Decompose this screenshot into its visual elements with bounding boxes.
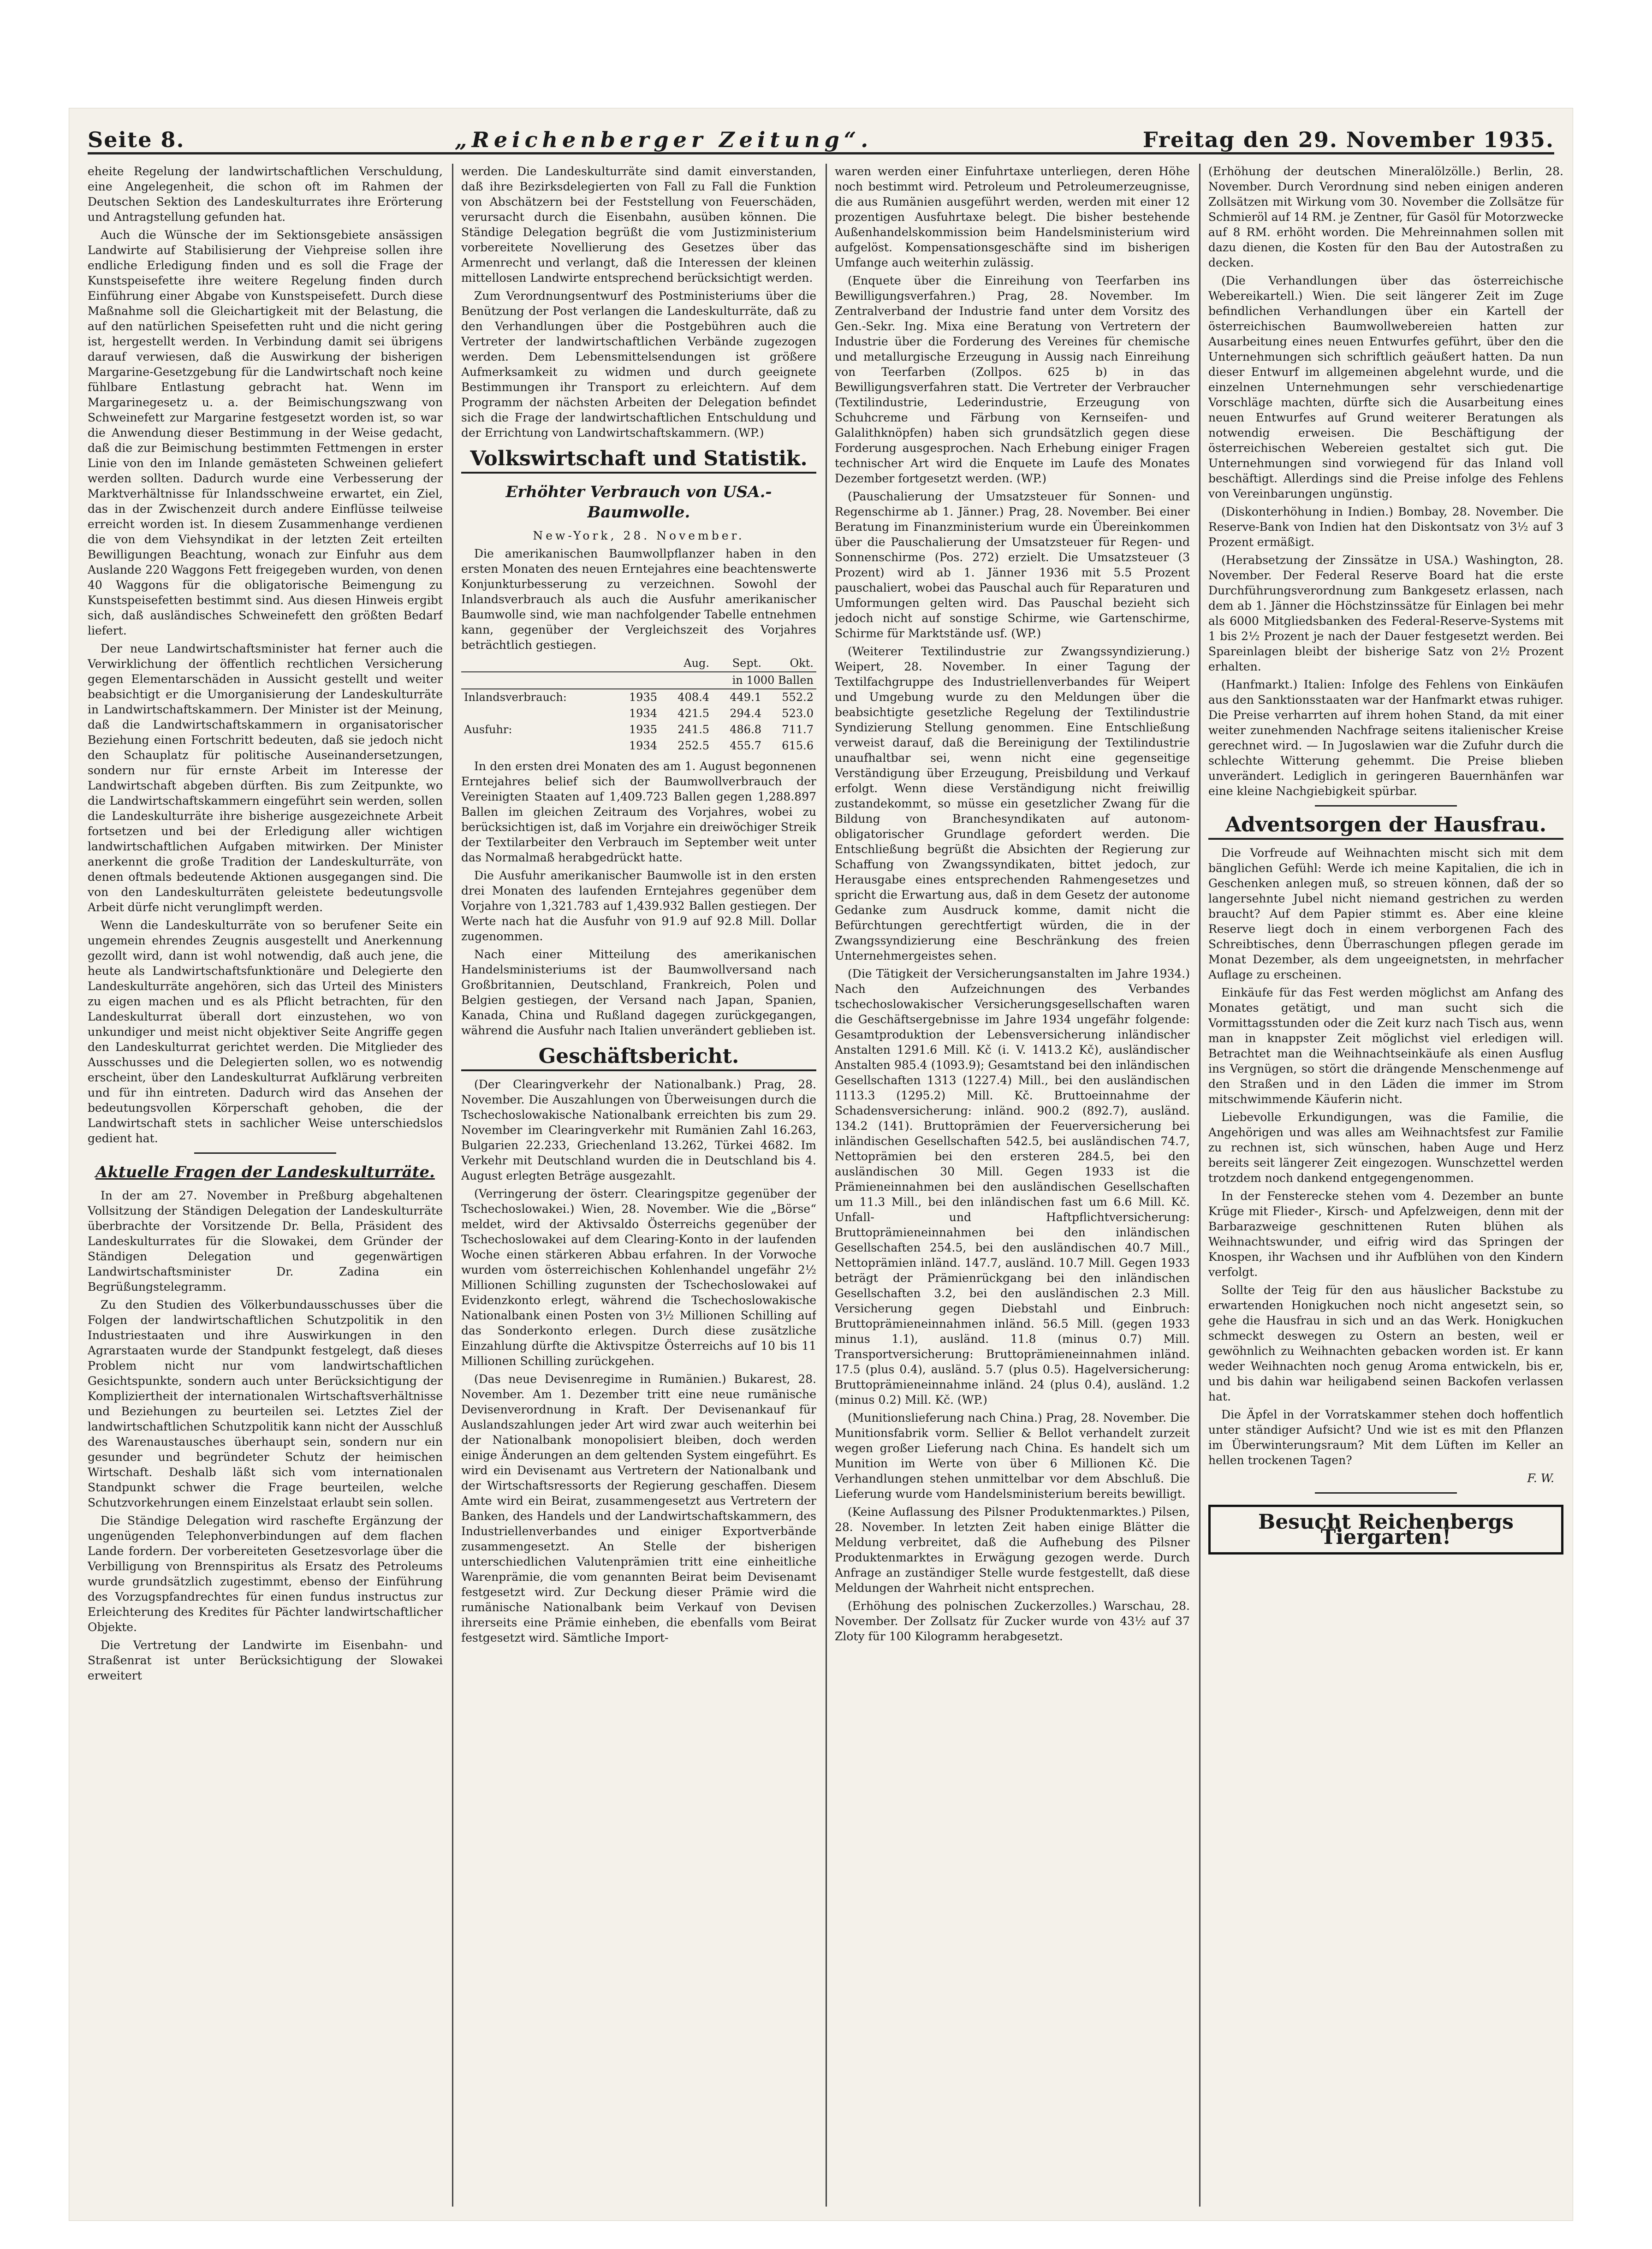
paragraph: (Herabsetzung der Zinssätze in USA.) Washington, 28. November. Der Federal Reserve Board hat die erste Durchführungsverordnung zum Bankgesetz erlassen, nach dem ab 1. Jänner die Höchstzinssätze für Einlagen bei mehr als 6000 Mitgliedsbanken des Federal-Reserve-Systems mit 1 bis 2½ Prozent je nach der Dauer festgesetzt werden. Bei Spareinlagen bleibt der bisherige Satz von 2½ Prozent erhalten. [1208, 553, 1563, 673]
dateline: New-York, 28. November. [533, 529, 745, 542]
table-row [461, 738, 816, 754]
column-rule [826, 164, 827, 2207]
paragraph: (Diskonterhöhung in Indien.) Bombay, 28. November. Die Reserve-Bank von Indien hat den Diskontsatz von 3½ auf 3 Prozent ermäßigt. [1208, 505, 1563, 549]
table-cell: 486.8 [730, 723, 761, 736]
advertisement: Besucht Reichenbergs Tiergarten! [1208, 1505, 1563, 1555]
paragraph: (Erhöhung der deutschen Mineralölzölle.) Berlin, 28. November. Durch Verordnung sind neben einigen anderen Zollsätzen mit Wirkung vom 30. November die Zollsätze für Schmieröl auf 14 RM. je Zentner, für Gasöl für Motorzwecke auf 8 RM. erhöht worden. Die Mehreinnahmen sollen mit dazu dienen, die Kosten für den Bau der Autostraßen zu decken. [1208, 165, 1563, 269]
table-cell: Ausfuhr: [464, 723, 512, 736]
table-cell: 252.5 [677, 739, 710, 752]
table-cell: Inlandsverbrauch: [464, 691, 567, 704]
table-cell: 1935 [629, 691, 658, 704]
table-cell: 449.1 [730, 691, 761, 704]
paragraph: (Enquete über die Einreihung von Teerfarben ins Bewilligungsverfahren.) Prag, 28. November. Im Zentralverband der Industrie fand unter dem Vorsitz des Gen.-Sekr. Ing. Mixa eine Beratung von Vertretern der Industrie über die Forderung des Vereines für chemische und metallurgische Erzeugung in Aussig nach Einreihung von Teerfarben (Zollpos. 625 b) in das Bewilligungsverfahren statt. Die Vertreter der Verbraucher (Textilindustrie, Lederindustrie, Erzeugung von Schuhcreme und Färbung von Kernseifen- und Galalithknöpfen) haben sich grundsätzlich gegen diese Forderung ausgesprochen. Nach Erhebung einiger Fragen technischer Art wird die Enquete im Laufe des Monates Dezember fortgesetzt werden. (WP.) [835, 274, 1190, 485]
paragraph: eheite Regelung der landwirtschaftlichen Verschuldung, eine Angelegenheit, die schon oft im Rahmen der Deutschen Sektion des Landeskulturrates ihre Erörterung und Antragstellung gefunden hat. [88, 165, 443, 224]
newspaper-page [69, 108, 1573, 2220]
column-rule [1199, 164, 1200, 2207]
paragraph: Auch die Wünsche der im Sektionsgebiete ansässigen Landwirte auf Stabilisierung der Viehpreise sollen ihre endliche Erledigung finden und es soll die Frage der Kunstspeisefette ihre weitere Regelung finden durch Einführung einer Abgabe von Kunstspeisefett. Durch diese Maßnahme soll die Gleichartigkeit mit der Belastung, die auf den natürlichen Speisefetten ruht und die nicht gering ist, hergestellt werden. In Verbindung damit sei übrigens darauf verwiesen, daß die Auswirkung der bisherigen Margarine-Gesetzgebung für die Landwirtschaft noch keine fühlbare Entlastung gebracht hat. Wenn im Margarinegesetz u. a. der Beimischungszwang von Schweinefett zur Margarine festgesetzt worden ist, so war die Anwendung dieser Bestimmung in der Weise gedacht, daß die zur Beimischung bestimmten Fettmengen in erster Linie von den im Inlande gemästeten Schweinen geliefert werden sollten. Dadurch wurde eine Verbesserung der Marktverhältnisse für Inlandsschweine erwartet, ein Ziel, das in der Zwischenzeit durch andere Einflüsse teilweise erreicht worden ist. In diesem Zusammenhange verdienen die von dem Viehsyndikat in der letzten Zeit erteilten Bewilligungen Beachtung, wonach zur Einfuhr aus dem Auslande 220 Waggons Fett freigegeben wurden, von denen 40 Waggons für die obligatorische Beimengung zu Kunstspeisefetten bestimmt sind. Aus diesen Hinweis ergibt sich, daß ausländisches Schweinefett den größten Bedarf liefert. [88, 228, 443, 637]
table-header: Okt. [764, 655, 816, 672]
paragraph: Die Ständige Delegation wird raschefte Ergänzung der ungenügenden Telephonverbindungen auf dem flachen Lande fordern. Der vorbereiteten Gesetzesvorlage über die Verbilligung von Brennspiritus als Ersatz des Petroleums wurde grundsätzlich zugestimmt, ebenso der Einführung des Vorzugspfandrechtes für einen fundus instructus zur Erleichterung des Kredites für Pächter landwirtschaftlicher Objekte. [88, 1514, 443, 1634]
paragraph: In den ersten drei Monaten des am 1. August begonnenen Erntejahres belief sich der Baumwollverbrauch der Vereinigten Staaten auf 1,409.723 Ballen gegen 1,288.897 Ballen im gleichen Zeitraum des Vorjahres, wobei zu berücksichtigen ist, daß im Vorjahre ein dreiwöchiger Streik der Textilarbeiter den Verbrauch im September weit unter das Normalmaß herabgedrückt hatte. [461, 760, 816, 864]
table-cell: 615.6 [782, 739, 814, 752]
table-header: Sept. [712, 655, 764, 672]
paragraph: (Munitionslieferung nach China.) Prag, 28. November. Die Munitionsfabrik vorm. Sellier & Bellot verhandelt zurzeit wegen großer Lieferung nach China. Es handelt sich um Munition im Werte von über 6 Millionen Kč. Die Verhandlungen stehen unmittelbar vor dem Abschluß. Die Lieferung wurde vom Handelsministerium bereits bewilligt. [835, 1411, 1190, 1501]
article-headline: Erhöhter Verbrauch von USA.-Baumwolle. [505, 483, 772, 522]
paragraph: Einkäufe für das Fest werden möglichst am Anfang des Monates getätigt, und man sucht sich die Vormittagsstunden oder die Zeit kurz nach Tisch aus, wenn man in knappster Zeit möglichst viel erledigen will. Betrachtet man die Weihnachtseinkäufe als einen Ausflug ins Vergnügen, so stört die drängende Menschenmenge auf den Straßen und in den Läden die immer im Strom mitschwimmende Käuferin nicht. [1208, 986, 1563, 1106]
paragraph: (Die Verhandlungen über das österreichische Webereikartell.) Wien. Die seit längerer Zeit im Zuge befindlichen Verhandlungen über ein Kartell der österreichischen Baumwollwebereien hatten zur Ausarbeitung eines neuen Entwurfes geführt, über den die Unternehmungen sich schriftlich geäußert hatten. Da nun dieser Entwurf im allgemeinen abgelehnt wurde, und die einzelnen Unternehmungen sehr verschiedenartige Vorschläge machten, dürfte sich die Ausarbeitung eines neuen Entwurfes auf Grund weiterer Beratungen als notwendig erweisen. Die Beschäftigung der österreichischen Webereien gestaltet sich gut. Die Unternehmungen sind vorwiegend für das Inland voll beschäftigt. Allerdings sind die Preise infolge des Fehlens von Vereinbarungen ungünstig. [1208, 274, 1563, 500]
column-rule [452, 164, 453, 2207]
paragraph: In der am 27. November in Preßburg abgehaltenen Vollsitzung der Ständigen Delegation der Landeskulturräte überbrachte der Vorsitzende Dr. Bella, Präsident des Landeskulturrates für die Slowakei, dem Gründer der Ständigen Delegation und gegenwärtigen Landwirtschaftsminister Dr. Zadina ein Begrüßungstelegramm. [88, 1189, 443, 1294]
table-cell: 1935 [629, 723, 658, 736]
section-headline: Volkswirtschaft und Statistik. [461, 449, 816, 474]
table-header [613, 655, 660, 672]
table-cell: 1934 [629, 707, 658, 720]
table-cell: 711.7 [782, 723, 814, 736]
paragraph: waren werden einer Einfuhrtaxe unterliegen, deren Höhe noch bestimmt wird. Petroleum und Petroleumerzeugnisse, die aus Rumänien ausgeführt werden, werden mit einer 12 prozentigen Ausfuhrtaxe belegt. Die bisher bestehende Außenhandelskommission beim Handelsministerium wird aufgelöst. Kompensationsgeschäfte sind im bisherigen Umfange auch weiterhin zulässig. [835, 165, 1190, 269]
paragraph: Die Äpfel in der Vorratskammer stehen doch hoffentlich unter ständiger Aufsicht? Und wie ist es mit den Pflanzen im Überwinterungsraum? Mit dem Lüften im Keller an hellen trockenen Tagen? [1208, 1408, 1563, 1467]
paragraph: (Keine Auflassung des Pilsner Produktenmarktes.) Pilsen, 28. November. In letzten Zeit haben einige Blätter die Meldung verbreitet, daß die Aufhebung des Pilsner Produktenmarktes in Erwägung gezogen werde. Durch Anfrage an zuständiger Stelle wurde festgestellt, daß diese Meldungen der Wahrheit nicht entsprechen. [835, 1505, 1190, 1595]
paragraph: Der neue Landwirtschaftsminister hat ferner auch die Verwirklichung der öffentlich rechtlichen Versicherung gegen Elementarschäden in Aussicht gestellt und weiter beabsichtigt er die Umorganisierung der Landeskulturräte in Landwirtschaftskammern. Der Minister ist der Meinung, daß die Landwirtschaftskammern in organisatorischer Beziehung einen Fortschritt bedeuten, daß sie jedoch nicht den Schauplatz für politische Auseinandersetzungen, sondern nur für ernste Arbeit im Interesse der Landwirtschaft abgeben dürften. Bis zum Zeitpunkte, wo die Landwirtschaftskammern eingeführt sein werden, sollen die Landeskulturräte ihre bisherige ausgezeichnete Arbeit fortsetzen und bei der Erledigung aller wichtigen landwirtschaftlichen Aufgaben mitwirken. Der Minister anerkennt die große Tradition der Landeskulturräte, von denen oftmals bedeutende Aktionen ausgegangen sind. Die von den Landeskulturräten geleistete bedeutungsvolle Arbeit dürfe nicht verunglimpft werden. [88, 642, 443, 914]
paragraph: (Die Tätigkeit der Versicherungsanstalten im Jahre 1934.) Nach den Aufzeichnungen des Verbandes tschechoslowakischer Versicherungsgesellschaften waren die Geschäftsergebnisse im Jahre 1934 ungefähr folgende: Gesamtproduktion der Lebensversicherung inländischer Anstalten 1291.6 Mill. Kč (i. V. 1413.2 Kč), ausländischer Anstalten 985.4 (1093.9); Gesamtstand bei den inländischen Gesellschaften 1313 (1227.4) Mill., bei den ausländischen 1113.3 (1295.2) Mill. Kč. Bruttoeinnahme der Schadensversicherung: inländ. 900.2 (892.7), ausländ. 134.2 (141). Bruttoprämien der Feuerversicherung bei inländischen Gesellschaften 542.5, bei ausländischen 74.7, Nettoprämien bei den ersteren 284.5, bei den ausländischen 30 Mill. Gegen 1933 ist die Prämieneinnahmen bei den ausländischen Gesellschaften um 11.3 Mill., bei den inländischen fast um 6.6 Mill. Kč. Unfall- und Haftpflichtversicherung: Bruttoprämieneinnahmen bei den inländischen Gesellschaften 254.5, bei den ausländischen 40.7 Mill., Nettoprämien inländ. 147.7, ausländ. 10.7 Mill. Gegen 1933 beträgt der Prämienrückgang bei den inländischen Gesellschaften 3.2, bei den ausländischen 2.3 Mill. Versicherung gegen Diebstahl und Einbruch: Bruttoprämieneinnahmen inländ. 56.5 Mill. (gegen 1933 minus 1.1), ausländ. 11.8 (minus 0.7) Mill. Transportversicherung: Bruttoprämieneinnahmen inländ. 17.5 (plus 0.4), ausländ. 5.7 (plus 0.5). Hagelversicherung: Bruttoprämieneinnahme inländ. 24 (plus 0.4), ausländ. 1.2 (minus 0.2) Mill. Kč. (WP.) [835, 967, 1190, 1406]
table-cell [461, 706, 613, 722]
paragraph: (Erhöhung des polnischen Zuckerzolles.) Warschau, 28. November. Der Zollsatz für Zucker wurde von 43½ auf 37 Zloty für 100 Kilogramm herabgesetzt. [835, 1599, 1190, 1643]
paragraph: Sollte der Teig für den aus häuslicher Backstube zu erwartenden Honigkuchen noch nicht angesetzt sein, so gehe die Hausfrau in sich und an das Werk. Honigkuchen schmeckt deswegen zu Ostern an besten, weil er gewöhnlich zu Weihnachten gebacken worden ist. Er kann weder Weihnachten noch genug Aroma entwickeln, bis er, und bis dahin war heiligabend seinen Backofen verlassen hat. [1208, 1283, 1563, 1403]
paragraph: (Pauschalierung der Umsatzsteuer für Sonnen- und Regenschirme ab 1. Jänner.) Prag, 28. November. Bei einer Beratung im Finanzministerium wurde ein Übereinkommen über die Pauschalierung der Umsatzsteuer für Regen- und Sonnenschirme (Pos. 272) erzielt. Die Umsatzsteuer (3 Prozent) wird ab 1. Jänner 1936 mit 5.5 Prozent pauschaliert, wobei das Pauschal auch für Reparaturen und Umformungen gelten wird. Das Pauschal bezieht sich jedoch nicht auf sonstige Schirme, wie Gartenschirme, Schirme für Marktstände usf. (WP.) [835, 490, 1190, 640]
paragraph: (Der Clearingverkehr der Nationalbank.) Prag, 28. November. Die Auszahlungen von Überweisungen durch die Tschechoslowakische Nationalbank erreichten bis zum 29. November im Clearingverkehr mit Rumänien Zahl 16.263, Bulgarien 22.233, Griechenland 13.262, Türkei 4682. Im Verkehr mit Deutschland wurden die in Deutschland bis 4. August erlegten Beträge ausgezahlt. [461, 1078, 816, 1182]
section-divider [194, 1152, 336, 1154]
column-3 [835, 164, 1190, 2207]
table-cell: 552.2 [782, 691, 814, 704]
table-subheader: in 1000 Ballen [461, 672, 816, 689]
paragraph: Die Ausfuhr amerikanischer Baumwolle ist in den ersten drei Monaten des laufenden Erntejahres gegenüber dem Vorjahre von 1,321.783 auf 1,439.932 Ballen gestiegen. Der Werte nach hat die Ausfuhr von 91.9 auf 92.8 Mill. Dollar zugenommen. [461, 869, 816, 943]
paragraph: (Das neue Devisenregime in Rumänien.) Bukarest, 28. November. Am 1. Dezember tritt eine neue rumänische Devisenverordnung in Kraft. Der Devisenankauf für Auslandszahlungen jeder Art wird zwar auch weiterhin bei der Nationalbank monopolisiert bleiben, doch werden einige Änderungen an dem geltenden System eingeführt. Es wird ein Devisenamt aus Vertretern der Nationalbank und der Wirtschaftsressorts der Regierung geschaffen. Diesem Amte wird ein Beirat, zusammengesetzt aus Vertretern der Banken, des Handels und der Landwirtschaftskammern, des Industriellenverbandes und einiger Exportverbände zusammengesetzt. An Stelle der bisherigen unterschiedlichen Valutenprämien tritt eine einheitliche Warenprämie, die vom genannten Beirat beim Devisenamt festgesetzt wird. Zur Deckung dieser Prämie wird die rumänische Nationalbank beim Verkauf von Devisen ihrerseits eine Prämie einheben, die ebenfalls vom Beirat festgesetzt wird. Sämtliche Import- [461, 1372, 816, 1644]
paragraph: In der Fensterecke stehen vom 4. Dezember an bunte Krüge mit Flieder-, Kirsch- und Apfelzweigen, denn mit der Barbarazweige geschnittenen Ruten blühen als Weihnachtswunder, und eifrig wird das Springen der Knospen, ihr Wachsen und ihr Aufblühen von den Kindern verfolgt. [1208, 1189, 1563, 1279]
paragraph: Liebevolle Erkundigungen, was die Familie, die Angehörigen und was alles am Weihnachtsfest zur Familie zu rechnen ist, sich wünschen, haben Auge und Herz bereits seit längerer Zeit eingezogen. Wunschzettel werden trotzdem noch dankend entgegengenommen. [1208, 1110, 1563, 1185]
table-cell: 421.5 [677, 707, 710, 720]
paragraph: (Hanfmarkt.) Italien: Infolge des Fehlens von Einkäufen aus den Sanktionsstaaten war der Hanfmarkt etwas ruhiger. Die Preise verharrten auf ihrem hohen Stand, da mit einer weiter zunehmenden Nachfrage seitens italienischer Kreise gerechnet wird. — In Jugoslawien war die Zufuhr durch die schlechte Witterung gehemmt. Die Preise blieben unverändert. Lediglich in geringeren Bauernhänfen war eine kleine Nachgiebigkeit spürbar. [1208, 678, 1563, 798]
paragraph: Die amerikanischen Baumwollpflanzer haben in den ersten Monaten des neuen Erntejahres eine beachtenswerte Konjunkturbesserung zu verzeichnen. Sowohl der Inlandsverbrauch als auch die Ausfuhr amerikanischer Baumwolle sind, wie man nachfolgender Tabelle entnehmen kann, gegenüber der Vergleichszeit des Vorjahres beträchtlich gestiegen. [461, 547, 816, 652]
table-cell: 408.4 [677, 691, 710, 704]
section-headline: Geschäftsbericht. [461, 1046, 816, 1071]
page-number: Seite 8. [88, 127, 185, 152]
cotton-statistics-table [461, 655, 816, 754]
table-cell: 241.5 [677, 723, 710, 736]
paragraph: Wenn die Landeskulturräte von so berufener Seite ein ungemein ehrendes Zeugnis ausgestellt und Anerkennung gezollt wird, dann ist wohl notwendig, daß auch jene, die heute als Landwirtschaftsfunktionäre und Delegierte den Landeskulturräte angehören, sich das Urteil des Ministers zu eigen machen und es als Pflicht betrachten, für den Landeskulturrat überall dort einzustehen, wo von unkundiger und meist nicht objektiver Seite Angriffe gegen den Landeskulturrat gerichtet werden. Die Mitglieder des Ausschusses und die Delegierten sollen, wo es notwendig erscheint, über den Landeskulturrat Aufklärung verbreiten und für ihn eintreten. Dadurch wird das Ansehen der bedeutungsvollen Körperschaft gehoben, die der Landwirtschaft stets in sachlicher Weise unterschiedslos gedient hat. [88, 919, 443, 1145]
paragraph: Die Vorfreude auf Weihnachten mischt sich mit dem bänglichen Gefühl: Werde ich meine Kapitalien, die ich in Geschenken anlegen muß, so streuen können, daß der so langersehnte Jubel nicht niemand gestrichen zu werden braucht? Auf dem Papier stimmt es. Aber eine kleine Reserve liegt doch in einem verborgenen Fach des Schreibtisches, denn Überraschungen pflegen gerade im Monat Dezember, als dem ungeeignetsten, in mehrfacher Auflage zu erscheinen. [1208, 846, 1563, 981]
newspaper-title: „Reichenberger Zeitung“. [455, 127, 873, 152]
author-signature: F. W. [1527, 1472, 1554, 1485]
table-cell: 1934 [629, 739, 658, 752]
paragraph: Zum Verordnungsentwurf des Postministeriums über die Benützung der Post verlangen die Landeskulturräte, daß zu den Verhandlungen über die Postgebühren auch die Vertreter der landwirtschaftlichen Verbände zugezogen werden. Dem Lebensmittelsendungen ist größere Aufmerksamkeit zu widmen und durch geeignete Bestimmungen ihr Transport zu erleichtern. Auf dem Programm der nächsten Arbeiten der Delegation befindet sich die Frage der landwirtschaftlichen Entschuldung und der Errichtung von Landwirtschaftskammern. (WP.) [461, 289, 816, 439]
table-cell: 455.7 [730, 739, 761, 752]
table-row [461, 689, 816, 706]
column-2 [461, 164, 816, 2207]
issue-date: Freitag den 29. November 1935. [1142, 127, 1554, 152]
column-1 [88, 164, 443, 2207]
section-divider [1315, 1492, 1457, 1494]
paragraph: Nach einer Mitteilung des amerikanischen Handelsministeriums ist der Baumwollversand nach Großbritannien, Deutschland, Frankreich, Polen und Belgien gestiegen, der Versand nach Japan, Spanien, Kanada, China und Rußland dagegen zurückgegangen, während die Ausfuhr nach Italien unverändert geblieben ist. [461, 948, 816, 1037]
table-row [461, 722, 816, 738]
section-divider [1315, 805, 1457, 807]
table-cell [461, 738, 613, 754]
masthead [88, 120, 1554, 154]
column-4 [1208, 164, 1563, 2207]
article-headline: Aktuelle Fragen der Landeskulturräte. [95, 1163, 435, 1181]
table-header: Aug. [660, 655, 712, 672]
table-header [461, 655, 613, 672]
paragraph: werden. Die Landeskulturräte sind damit einverstanden, daß ihre Bezirksdelegierten von Fall zu Fall die Funktion von Abschätzern bei der Feststellung von Feuerschäden, verursacht durch die Eisenbahn, ausüben können. Die Ständige Delegation begrüßt die vom Justizministerium vorbereitete Novellierung des Gesetzes über das Armenrecht und verlangt, daß die Interessen der kleinen mittellosen Landwirte entsprechend berücksichtigt werden. [461, 165, 816, 285]
table-cell: 523.0 [782, 707, 814, 720]
table-cell: 294.4 [730, 707, 761, 720]
paragraph: Zu den Studien des Völkerbundausschusses über die Folgen der landwirtschaftlichen Schutzpolitik in den Industriestaaten und ihre Auswirkungen in den Agrarstaaten wurde der Standpunkt festgelegt, daß dieses Problem nicht nur vom landwirtschaftlichen Gesichtspunkte, sondern auch unter Berücksichtigung der Kompliziertheit der internationalen Wirtschaftsverhältnisse und Beziehungen zu beurteilen sei. Letztes Ziel der landwirtschaftlichen Schutzpolitik kann nicht der Ausschluß des Warenaustausches überhaupt sein, sondern nur ein gesunder und begründeter Schutz der heimischen Wirtschaft. Deshalb läßt sich vom internationalen Standpunkt schwer die Frage beurteilen, welche Schutzvorkehrungen einem Einzelstaat erlaubt sein sollen. [88, 1298, 443, 1509]
paragraph: Die Vertretung der Landwirte im Eisenbahn- und Straßenrat ist unter Berücksichtigung der Slowakei erweitert [88, 1638, 443, 1682]
article-headline: Adventsorgen der Hausfrau. [1208, 815, 1563, 840]
paragraph: (Verringerung der österr. Clearingspitze gegenüber der Tschechoslowakei.) Wien, 28. November. Wie die „Börse“ meldet, wird der Aktivsaldo Österreichs gegenüber der Tschechoslowakei auf dem Clearing-Konto in der laufenden Woche einen stärkeren Abbau erfahren. In der Vorwoche wurden vom österreichischen Kohlenhandel ungefähr 2½ Millionen Schilling zugunsten der Tschechoslowakei auf Evidenzkonto erlegt, während die Tschechoslowakische Nationalbank einen Posten von 3½ Millionen Schilling auf das Sonderkonto erlegen. Durch diese zusätzliche Einzahlung dürfte die Aktivspitze Österreichs auf 10 bis 11 Millionen Schilling zurückgehen. [461, 1187, 816, 1368]
table-row [461, 706, 816, 722]
paragraph: (Weiterer Textilindustrie zur Zwangssyndizierung.) Weipert, 28. November. In einer Tagung der Textilfachgruppe des Industriellenverbandes für Weipert und Umgebung wurde zu den Meldungen über die beabsichtigte gesetzliche Regelung der Textilindustrie Syndizierung Stellung genommen. Eine Entschließung verweist darauf, daß die Bereinigung der Textilindustrie unaufhaltbar sei, wenn nicht eine gegenseitige Verständigung über Erzeugung, Preisbildung und Verkauf erfolgt. Wenn diese Verständigung nicht freiwillig zustandekommt, so müsse ein gesetzlicher Zwang für die Bildung von Branchesyndikaten auf autonom-obligatorischer Grundlage gefordert werden. Die Entschließung begrüßt die Absichten der Regierung zur Schaffung von Zwangssyndikaten, bittet jedoch, zur Herausgabe eines entsprechenden Rahmengesetzes und spricht die Erwartung aus, daß in dem Gesetz der autonome Gedanke zum Ausdruck komme, damit nicht die Befürchtungen gerechtfertigt würden, die in der Zwangssyndizierung eine Beschränkung des freien Unternehmergeistes sehen. [835, 645, 1190, 962]
